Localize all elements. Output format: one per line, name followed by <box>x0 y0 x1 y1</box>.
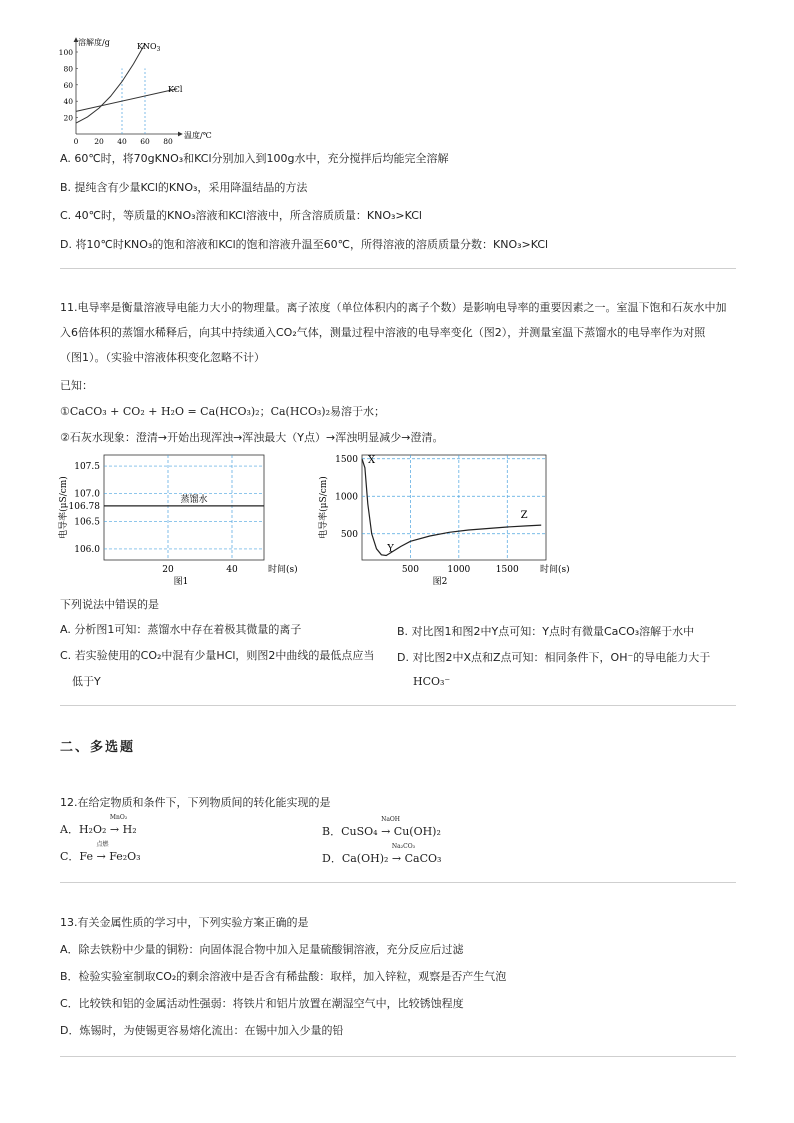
y-tick-label: 106.0 <box>74 544 100 555</box>
q12-stem: 12.在给定物质和条件下，下列物质间的转化能实现的是 <box>60 796 331 809</box>
q11-option-d-1: D. 对比图2中X点和Z点可知：相同条件下，OH⁻的导电能力大于 <box>397 651 711 664</box>
x-tick-label: 1000 <box>447 565 471 575</box>
y-tick-label: 40 <box>63 97 73 107</box>
y-axis-label: 电导率(μS/cm) <box>59 476 69 539</box>
plot-frame <box>104 455 264 560</box>
q13-option-b: B．检验实验室制取CO₂的剩余溶液中是否含有稀盐酸：取样，加入锌粒，观察是否产生气泡 <box>60 970 507 983</box>
q11-option-c-1: C. 若实验使用的CO₂中混有少量HCl，则图2中曲线的最低点应当 <box>60 649 375 662</box>
q12-option-a: A．H₂O₂ MnO₂ → H₂ <box>60 814 137 836</box>
y-tick-label: 1500 <box>335 454 358 465</box>
x-tick-label: 500 <box>401 565 420 575</box>
y-tick-label: 1000 <box>335 492 358 503</box>
x-tick-label: 60 <box>140 137 150 146</box>
divider <box>60 705 736 706</box>
figure-1-chart <box>56 450 298 595</box>
y-tick-label: 80 <box>63 64 73 74</box>
q10-option-d: D. 将10℃时KNO₃的饱和溶液和KCl的饱和溶液升温至60℃，所得溶液的溶质质量分数：KNO₃>KCl <box>60 238 549 251</box>
q13-stem: 13.有关金属性质的学习中，下列实验方案正确的是 <box>60 916 309 929</box>
section-title: 二、多选题 <box>60 740 136 755</box>
x-tick-label: 20 <box>94 137 104 146</box>
q11-option-d-2: HCO₃⁻ <box>413 675 451 688</box>
q11-ask: 下列说法中错误的是 <box>60 598 159 611</box>
q10-option-a: A. 60℃时，将70gKNO₃和KCl分别加入到100g水中，充分搅拌后均能完全溶解 <box>60 152 449 165</box>
x-tick-label: 1500 <box>495 565 519 575</box>
x-tick-label: 20 <box>162 565 174 575</box>
y-tick-label: 107.0 <box>74 489 100 500</box>
point-label-z: Z <box>520 509 528 521</box>
kcl-label: KCl <box>168 85 183 94</box>
q11-option-b: B. 对比图1和图2中Y点可知：Y点时有微量CaCO₃溶解于水中 <box>397 625 695 638</box>
q11-fact-1: ①CaCO₃ + CO₂ + H₂O = Ca(HCO₃)₂；Ca(HCO₃)₂易溶于水； <box>60 405 385 418</box>
q11-stem-3: （图1）。（实验中溶液体积变化忽略不计） <box>60 351 265 364</box>
y-ticks <box>59 48 78 123</box>
figure-title: 图1 <box>173 577 189 587</box>
solubility-chart <box>56 30 231 152</box>
divider <box>60 268 736 269</box>
y-tick-label: 106.78 <box>68 501 100 512</box>
kno3-label: $KNO_3$ <box>137 42 161 53</box>
y-axis-label: 溶解度/g <box>78 38 110 47</box>
point-label-y: Y <box>387 543 394 555</box>
x-tick-label: 80 <box>163 137 173 146</box>
x-axis-label: 温度/℃ <box>184 131 212 140</box>
q11-option-a: A. 分析图1可知：蒸馏水中存在着极其微量的离子 <box>60 623 302 636</box>
divider <box>60 1056 736 1057</box>
y-tick-label: 100 <box>58 48 73 57</box>
x-axis-label: 时间(s) <box>540 565 570 575</box>
point-label-x: X <box>368 454 376 466</box>
q12-option-b: B．CuSO₄ NaOH → Cu(OH)₂ <box>322 816 441 838</box>
q10-option-b: B. 提纯含有少量KCl的KNO₃，采用降温结晶的方法 <box>60 181 308 194</box>
q12-option-d: D．Ca(OH)₂ Na₂CO₃ → CaCO₃ <box>322 843 442 865</box>
divider <box>60 882 736 883</box>
q11-option-c-2: 低于Y <box>72 675 101 688</box>
series-line <box>362 459 541 556</box>
guide-lines <box>122 68 145 134</box>
q11-known: 已知： <box>60 379 93 392</box>
x-ticks <box>74 137 173 146</box>
q13-option-c: C．比较铁和铝的金属活动性强弱：将铁片和铝片放置在潮湿空气中，比较锈蚀程度 <box>60 997 464 1010</box>
y-tick-label: 20 <box>63 113 73 123</box>
q11-fact-2: ②石灰水现象：澄清→开始出现浑浊→浑浊最大（Y点）→浑浊明显减少→澄清。 <box>60 431 444 444</box>
figure-title: 图2 <box>432 577 448 587</box>
q13-option-d: D．炼锡时，为使锡更容易熔化流出：在锡中加入少量的铅 <box>60 1024 344 1037</box>
y-tick-label: 500 <box>340 529 358 540</box>
figure-2-chart <box>316 450 570 595</box>
x-tick-label: 40 <box>226 565 238 575</box>
q11-stem-1: 11.电导率是衡量溶液导电能力大小的物理量。离子浓度（单位体积内的离子个数）是影响电导率的重要因素之一。室温下饱和石灰水中加 <box>60 301 727 314</box>
q12-option-c: C．Fe 点燃 → Fe₂O₃ <box>60 841 141 863</box>
y-tick-label: 107.5 <box>74 462 100 473</box>
figure-2-plot <box>317 455 570 587</box>
kno3-curve <box>76 44 145 123</box>
figure-1-plot <box>57 455 298 587</box>
x-tick-label: 0 <box>73 137 79 146</box>
series-label: 蒸馏水 <box>180 494 208 505</box>
q10-option-c: C. 40℃时，等质量的KNO₃溶液和KCl溶液中，所含溶质质量：KNO₃>KCl <box>60 209 422 222</box>
q11-stem-2: 入6倍体积的蒸馏水稀释后，向其中持续通入CO₂气体，测量过程中溶液的电导率变化（图2），并测量室温下蒸馏水的电导率作为对照 <box>60 326 706 339</box>
y-axis-label: 电导率(μS/cm) <box>319 476 329 539</box>
q13-option-a: A．除去铁粉中少量的铜粉：向固体混合物中加入足量硫酸铜溶液，充分反应后过滤 <box>60 943 464 956</box>
x-axis-label: 时间(s) <box>268 565 298 575</box>
kcl-curve <box>76 89 177 112</box>
y-tick-label: 60 <box>63 80 73 90</box>
x-tick-label: 40 <box>117 137 127 146</box>
y-tick-label: 106.5 <box>74 517 100 528</box>
